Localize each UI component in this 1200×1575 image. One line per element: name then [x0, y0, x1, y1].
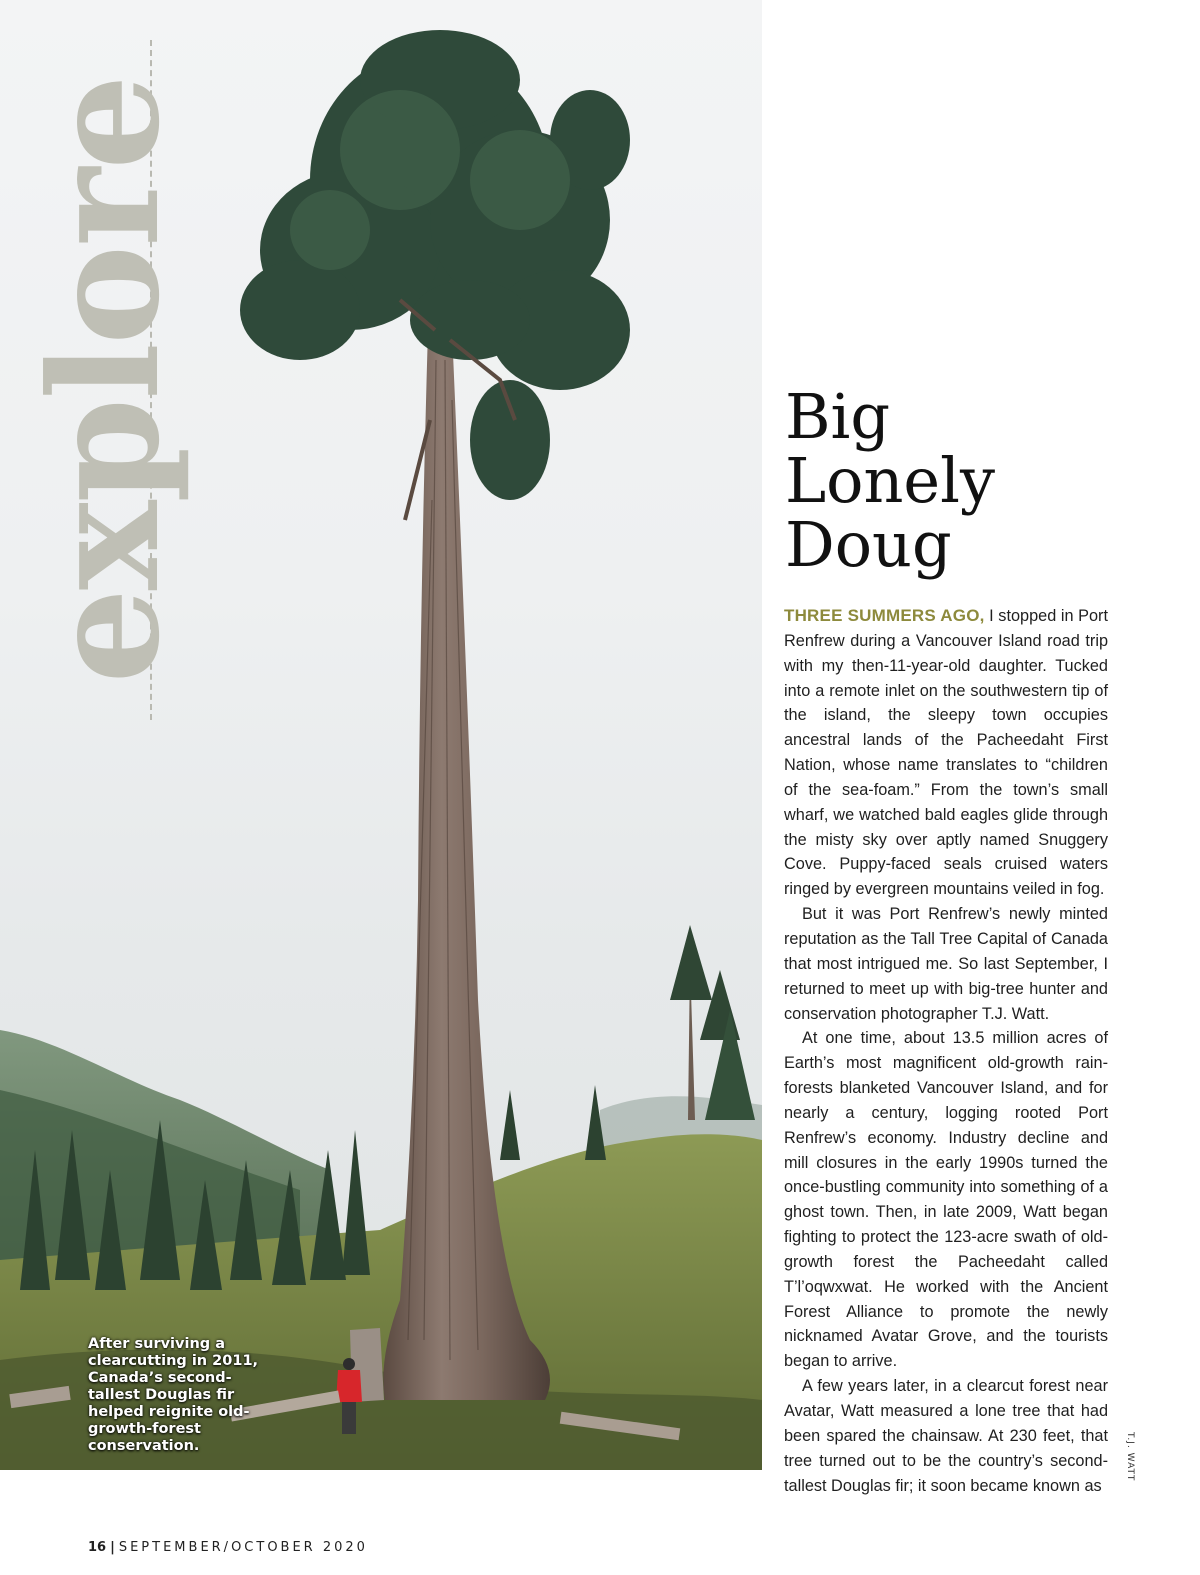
- headline-line-3: Doug: [785, 508, 952, 581]
- headline-line-1: Big: [785, 380, 891, 453]
- lead-in: THREE SUMMERS AGO,: [784, 606, 985, 625]
- section-tag-label: explore: [17, 76, 193, 684]
- section-tag: [17, 40, 193, 684]
- folio: [88, 1540, 368, 1555]
- paragraph-1: [784, 604, 1108, 902]
- issue-date: SEPTEMBER/OCTOBER 2020: [118, 1540, 368, 1555]
- paragraph-3: At one time, about 13.5 million acres of Earth’s most magnificent old-growth rain-forests blanketed Vancouver Island, and for nearly a century, logging rooted Port Renfrew’s economy. Industry decline and mill closures in the early 1990s turned the once-bustling community into something of a ghost town. Then, in late 2009, Watt began fighting to protect the 123-acre swath of old-growth forest the Pacheedaht called T’l’oqwxwat. He worked with the Ancient Forest Alliance to promote the newly nicknamed Avatar Grove, and the tourists began to arrive.: [784, 1029, 1108, 1371]
- photo-credit: T.J. WATT: [1125, 1432, 1135, 1482]
- folio-separator: |: [110, 1540, 115, 1555]
- photo-caption: After surviving a clearcutting in 2011, Canada’s second-tallest Douglas fir helped reignite old-growth-forest conservation.: [88, 1336, 259, 1454]
- headline: [785, 380, 1075, 581]
- paragraph-4: A few years later, in a clearcut forest near Avatar, Watt measured a lone tree that had been spared the chainsaw. At 230 feet, that tree turned out to be the country’s second-tallest Douglas fir; it soon became known as: [784, 1377, 1108, 1495]
- paragraph-1-text: I stopped in Port Renfrew during a Vancouver Island road trip with my then-11-year-old daughter. Tucked into a remote inlet on the southwestern tip of the island, the sleepy town occupies ancestral lands of the Pacheedaht First Nation, whose name translates to “children of the sea-foam.” From the town’s small wharf, we watched bald eagles glide through the misty sky over aptly named Snuggery Cove. Puppy-faced seals cruised waters ringed by evergreen mountains veiled in fog.: [784, 607, 1109, 899]
- article-body: [784, 604, 1108, 1498]
- paragraph-2: But it was Port Renfrew’s newly minted reputation as the Tall Tree Capital of Canada that most intrigued me. So last September, I returned to meet up with big-tree hunter and conservation photographer T.J. Watt.: [784, 905, 1108, 1023]
- page-number: 16: [88, 1540, 107, 1555]
- headline-line-2: Lonely: [785, 444, 995, 517]
